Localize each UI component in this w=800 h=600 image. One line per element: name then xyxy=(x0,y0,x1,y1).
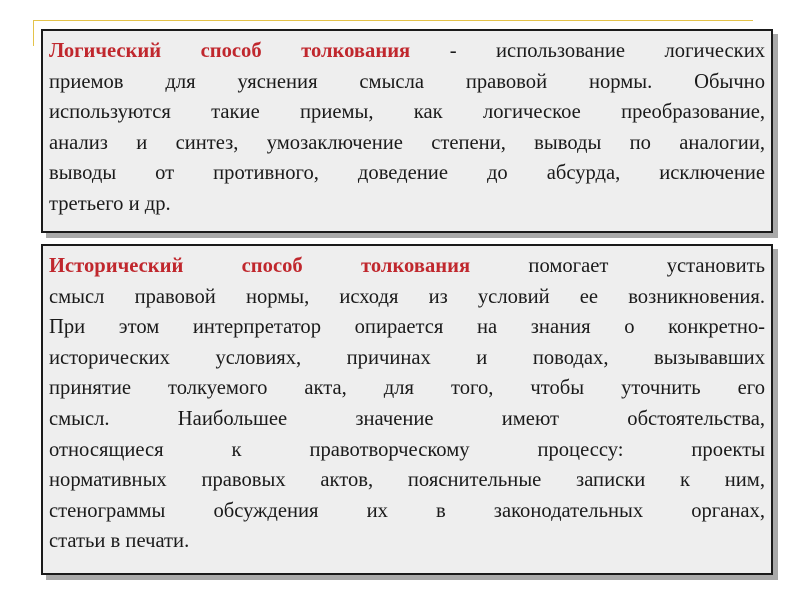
decorative-top-line xyxy=(33,20,753,21)
logical-interpretation-term: Логический способ толкования xyxy=(49,40,411,62)
text-line: исторических условиях, причинах и поводах, вызывавших xyxy=(49,346,765,369)
text-line: выводы от противного, доведение до абсурда, исключение xyxy=(49,162,765,185)
logical-interpretation-box xyxy=(41,29,773,233)
text-line: приемов для уяснения смысла правовой нормы. Обычно xyxy=(49,70,765,93)
text-line: анализ и синтез, умозаключение степени, выводы по аналогии, xyxy=(49,131,765,154)
text-fragment: помогает установить xyxy=(470,255,765,277)
text-line: относящиеся к правотворческому процессу: проекты xyxy=(49,438,765,461)
text-line: третьего и др. xyxy=(49,192,171,215)
text-line: При этом интерпретатор опирается на знания о конкретно- xyxy=(49,316,765,339)
text-line: нормативных правовых актов, пояснительные записки к ним, xyxy=(49,469,765,492)
text-line: смысл правовой нормы, исходя из условий ее возникновения. xyxy=(49,285,765,308)
text-line: статьи в печати. xyxy=(49,530,190,553)
text-line xyxy=(49,251,765,282)
decorative-left-line xyxy=(33,20,34,46)
text-line: принятие толкуемого акта, для того, чтобы уточнить его xyxy=(49,377,765,400)
historical-interpretation-text xyxy=(49,251,765,557)
text-line: используются такие приемы, как логическое преобразование, xyxy=(49,101,765,124)
text-line: смысл. Наибольшее значение имеют обстоятельства, xyxy=(49,407,765,430)
text-fragment: - использование логических xyxy=(410,40,766,62)
text-line: стенограммы обсуждения их в законодательных органах, xyxy=(49,499,765,522)
historical-interpretation-term: Исторический способ толкования xyxy=(49,255,471,277)
historical-interpretation-box xyxy=(41,244,773,575)
logical-interpretation-text xyxy=(49,36,765,220)
text-line xyxy=(49,36,765,67)
